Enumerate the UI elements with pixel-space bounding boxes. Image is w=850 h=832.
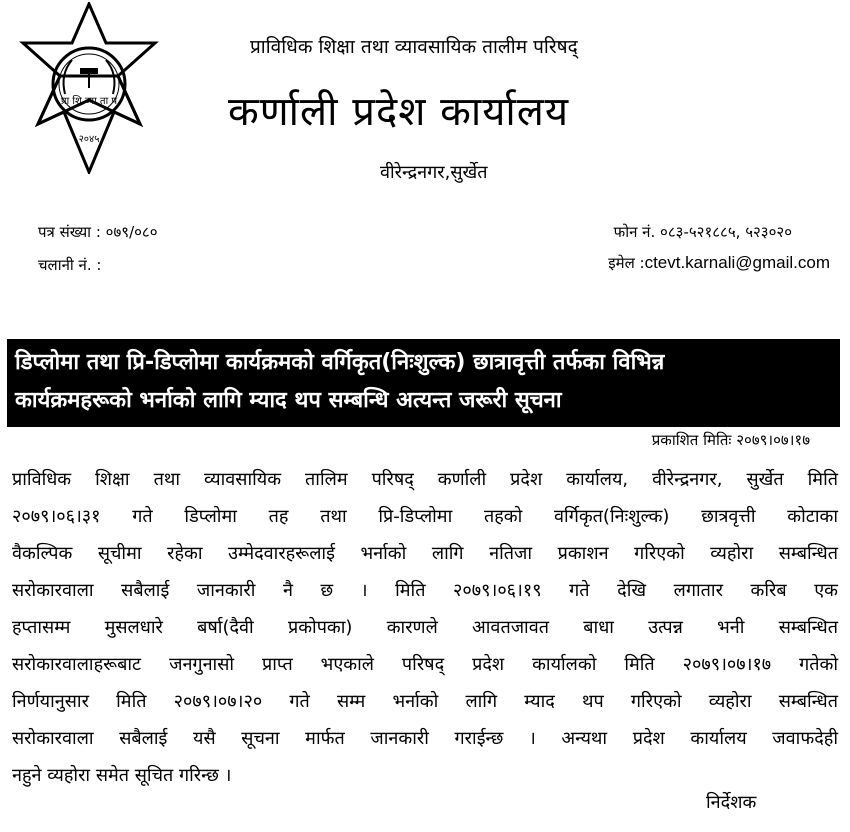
email-value[interactable]: ctevt.karnali@gmail.com [644,253,830,272]
phone-info [614,222,792,242]
notice-title-line-2: कार्यक्रमहरूको भर्नाको लागि म्याद थप सम्बन्धि अत्यन्त जरूरी सूचना [15,388,562,413]
organization-name: प्राविधिक शिक्षा तथा व्यावसायिक तालीम परिषद् [250,36,578,58]
notice-title-banner [7,339,840,427]
published-date [652,430,810,450]
dispatch-number [38,255,101,275]
published-value: २०७९।०७।१७ [736,431,810,449]
ctevt-emblem-logo [10,2,168,174]
reference-label: पत्र संख्या : [38,223,101,241]
phone-label: फोन नं. [613,223,656,241]
body-line: हप्तासम्म मुसलधारे बर्षा(दैवी प्रकोपका) कारणले आवतजावत बाधा उत्पन्न भनी सम्बन्धित [12,617,838,638]
office-address: वीरेन्द्रनगर,सुर्खेत [380,162,488,183]
emblem-year: २०४५ [78,134,100,145]
signature-title: निर्देशक [706,792,757,813]
emblem-text: प्रा शि व्या ता प [60,96,118,107]
body-line: नहुने व्यहोरा समेत सूचित गरिन्छ । [12,765,232,786]
email-label: इमेल : [608,254,645,272]
notice-title-line-1: डिप्लोमा तथा प्रि-डिप्लोमा कार्यक्रमको वर्गिकृत(निःशुल्क) छात्रावृत्ती तर्फका विभिन्न [15,350,665,375]
body-line: प्राविधिक शिक्षा तथा व्यावसायिक तालिम परिषद् कर्णाली प्रदेश कार्यालय, वीरेन्द्रनगर, सुर्खेत मिति [12,469,838,490]
body-line: २०७९।०६।३१ गते डिप्लोमा तह तथा प्रि-डिप्लोमा तहको वर्गिकृत(निःशुल्क) छात्रवृत्ती कोटाका [12,506,838,527]
dispatch-label: चलानी नं. : [38,256,102,274]
body-line: वैकल्पिक सूचीमा रहेका उम्मेदवारहरूलाई भर्नाको लागि नतिजा प्रकाशन गरिएको व्यहोरा सम्बन्धित [12,543,838,564]
body-line: सरोकारवालाहरूबाट जनगुनासो प्राप्त भएकाले परिषद् प्रदेश कार्यालको मिति २०७९।०७।१७ गतेको [12,654,838,675]
phone-value: ०८३-५२१८८५, ५२३०२० [660,223,792,241]
emblem-tool [80,68,98,74]
reference-number [38,222,158,242]
email-info [608,253,830,273]
body-line: सरोकारवाला सबैलाई यसै सूचना मार्फत जानकारी गराईन्छ । अन्यथा प्रदेश कार्यालय जवाफदेही [12,728,838,749]
notice-body [12,461,838,794]
published-label: प्रकाशित मितिः [651,431,732,449]
office-name: कर्णाली प्रदेश कार्यालय [228,89,570,135]
body-line: निर्णयानुसार मिति २०७९।०७।२० गते सम्म भर्नाको लागि म्याद थप गरिएको व्यहोरा सम्बन्धित [12,691,838,712]
body-line: सरोकारवाला सबैलाई जानकारी नै छ । मिति २०७९।०६।१९ गते देखि लगातार करिब एक [12,580,838,601]
reference-value: ०७९/०८० [105,223,158,241]
